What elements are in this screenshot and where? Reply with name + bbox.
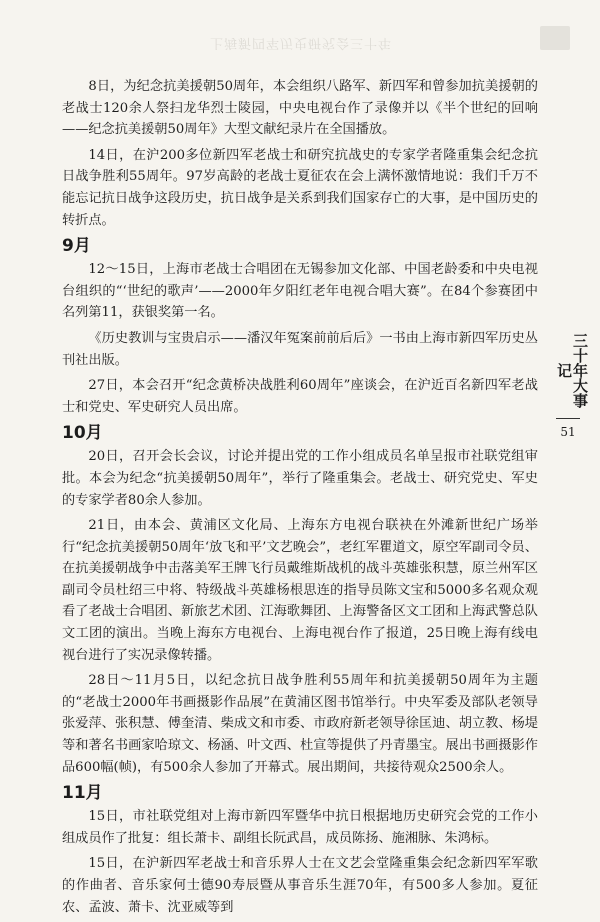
header-logo bbox=[540, 26, 570, 50]
page-body bbox=[62, 76, 538, 922]
section-title: 三十年大事记 bbox=[555, 332, 589, 408]
paragraph: 《历史教训与宝贵启示——潘汉年冤案前前后后》一书由上海市新四军历史丛刊社出版。 bbox=[62, 330, 538, 368]
paragraph: 21日，由本会、黄浦区文化局、上海东方电视台联袂在外滩新世纪广场举行“纪念抗美援朝50周年‘放飞和平’文艺晚会”，老红军瞿道文，原空军副司令员、在抗美援朝战争中击落美军王牌飞行员戴维斯战机的战斗英雄张积慧，原兰州军区副司令员杜绍三中将、特级战斗英雄杨根思连的指导员陈文宝和5000多名观众观看了老战士合唱团、新旅艺术团、江海歌舞团、上海警备区文工团和上海武警总队文工团的演出。当晚上海东方电视台、上海电视台作了报道，25日晚上海有线电视台进行了实况录像转播。 bbox=[62, 518, 538, 663]
paragraph: 8日，为纪念抗美援朝50周年，本会组织八路军、新四军和曾参加抗美援朝的老战士120余人祭扫龙华烈士陵园，中央电视台作了录像并以《半个世纪的回响——纪念抗美援朝50周年》大型文献纪录片在全国播放。 bbox=[62, 79, 538, 138]
paragraph: 28日～11月5日，以纪念抗日战争胜利55周年和抗美援朝50周年为主题的“老战士2000年书画摄影作品展”在黄浦区图书馆举行。中央军委及部队老领导张爱萍、张积慧、傅奎清、柴成文和市委、市政府新老领导徐匡迪、胡立教、杨堤等和著名书画家哈琼文、杨涵、叶文西、杜宣等提供了丹青墨宝。展出书画摄影作品600幅(帧)，有500余人参加了开幕式。展出期间，共接待观众2500余人。 bbox=[62, 673, 538, 775]
header-bleed-text: 上海新四军历史研究会三十年 bbox=[210, 35, 393, 50]
divider bbox=[556, 418, 580, 419]
paragraph: 12～15日，上海市老战士合唱团在无锡参加文化部、中国老龄委和中央电视台组织的“‘世纪的歌声’——2000年夕阳红老年电视合唱大赛”。在84个参赛团中名列第11，获银奖第一名。 bbox=[62, 262, 538, 321]
page-number: 51 bbox=[560, 425, 576, 439]
paragraph: 15日，在沪新四军老战士和音乐界人士在文艺会堂隆重集会纪念新四军军歌的作曲者、音乐家何士德90寿辰暨从事音乐生涯70年，有500多人参加。夏征农、孟波、萧卡、沈亚威等到 bbox=[62, 856, 538, 915]
month-heading: 11月 bbox=[62, 783, 103, 804]
paragraph: 20日，召开会长会议，讨论并提出党的工作小组成员名单呈报市社联党组审批。本会为纪念“抗美援朝50周年”，举行了隆重集会。老战士、研究党史、军史的专家学者80余人参加。 bbox=[62, 449, 538, 508]
side-margin bbox=[555, 330, 589, 439]
month-heading: 10月 bbox=[62, 423, 103, 444]
paragraph: 27日，本会召开“纪念黄桥决战胜利60周年”座谈会，在沪近百名新四军老战士和党史、军史研究人员出席。 bbox=[62, 378, 538, 415]
paragraph: 15日，市社联党组对上海市新四军暨华中抗日根据地历史研究会党的工作小组成员作了批复：组长萧卡、副组长阮武昌，成员陈扬、施湘脉、朱鸿标。 bbox=[62, 809, 538, 846]
month-heading: 9月 bbox=[62, 236, 91, 257]
paragraph: 14日，在沪200多位新四军老战士和研究抗战史的专家学者隆重集会纪念抗日战争胜利55周年。97岁高龄的老战士夏征农在会上满怀激情地说：我们千万不能忘记抗日战争这段历史，抗日战争是关系到我们国家存亡的大事，是中国历史的转折点。 bbox=[62, 147, 538, 228]
